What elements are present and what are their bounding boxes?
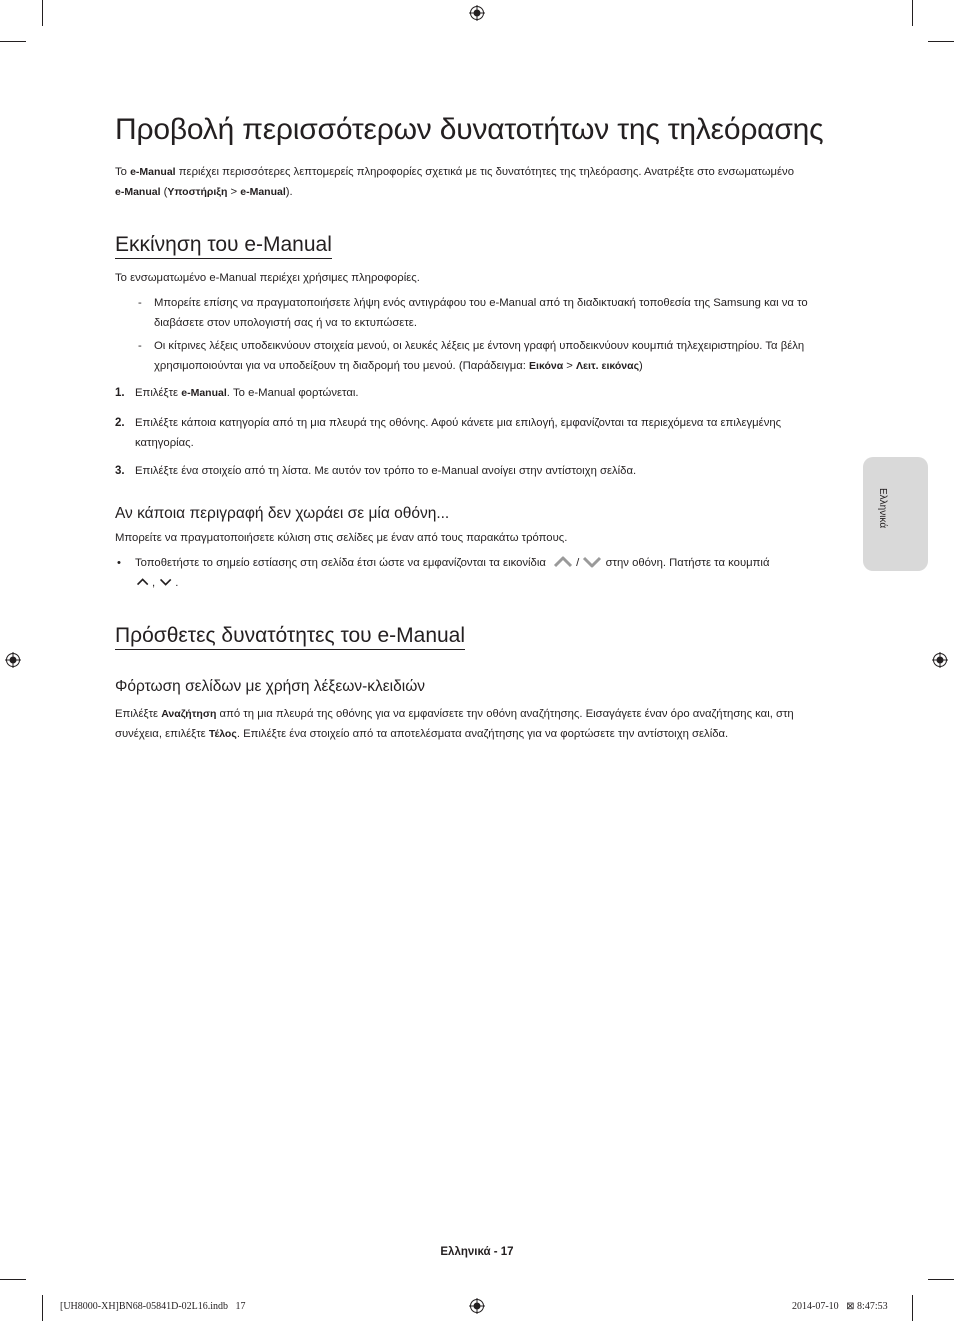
intro-text: Το bbox=[115, 166, 131, 178]
bullet-text-pre: Τοποθετήστε το σημείο εστίασης στη σελίδα έτσι ώστε να εμφανίζονται τα εικονίδια bbox=[135, 557, 546, 569]
print-file-info: [UH8000-XH]BN68-05841D-02L16.indb 17 bbox=[60, 1301, 246, 1312]
language-side-tab bbox=[863, 457, 928, 571]
step-text-pre: Επιλέξτε bbox=[135, 387, 182, 399]
print-datetime: 2014-07-10 ⊠ 8:47:53 bbox=[792, 1301, 888, 1312]
step-text bbox=[115, 384, 840, 404]
button-done: Τέλος bbox=[208, 727, 237, 740]
subheading-overflow: Αν κάποια περιγραφή δεν χωράει σε μία οθόνη... bbox=[115, 505, 450, 522]
registration-mark-icon bbox=[469, 5, 485, 21]
language-side-tab-label: Ελληνικά bbox=[877, 488, 888, 529]
crop-mark bbox=[42, 0, 43, 26]
chevron-down-icon bbox=[582, 555, 602, 569]
note-text bbox=[138, 337, 838, 376]
subsection-lead: Μπορείτε να πραγματοποιήσετε κύλιση στις σελίδες με έναν από τους παρακάτω τρόπους. bbox=[115, 532, 568, 544]
bullet-item bbox=[115, 554, 840, 593]
subheading-keywords: Φόρτωση σελίδων με χρήση λέξεων-κλειδιών bbox=[115, 678, 426, 695]
step-text-post: . Το e-Manual φορτώνεται. bbox=[226, 387, 359, 399]
emanual-term: e-Manual bbox=[181, 387, 227, 399]
section-heading-features: Πρόσθετες δυνατότητες του e-Manual bbox=[115, 624, 465, 650]
note-item bbox=[138, 294, 838, 333]
note-text-body: Οι κίτρινες λέξεις υποδεικνύουν στοιχεία μενού, οι λευκές λέξεις με έντονη γραφή υποδεικνύουν κουμπιά τηλεχειριστηρίου. Τα βέλη χρησιμοποιούνται για να υποδείξουν τη διαδρομή του μενού. (Παράδειγμα: bbox=[154, 340, 805, 372]
note-text-end: ) bbox=[639, 359, 643, 372]
intro-text: ). bbox=[285, 185, 293, 198]
crop-mark bbox=[912, 0, 913, 26]
dash-marker: - bbox=[138, 297, 142, 309]
path-separator: > bbox=[227, 185, 241, 198]
emanual-term: e-Manual bbox=[240, 185, 286, 198]
crop-mark bbox=[0, 41, 26, 42]
section-lead: Το ενσωματωμένο e-Manual περιέχει χρήσιμες πληροφορίες. bbox=[115, 272, 420, 284]
registration-mark-icon bbox=[5, 652, 21, 668]
menu-item-picture-mode: Λειτ. εικόνας bbox=[576, 359, 640, 372]
step-item bbox=[115, 384, 840, 404]
keyword-paragraph bbox=[115, 705, 840, 744]
menu-item-picture: Εικόνα bbox=[529, 359, 564, 372]
emanual-term: e-Manual bbox=[130, 166, 176, 178]
page-title: Προβολή περισσότερων δυνατοτήτων της τηλεόρασης bbox=[115, 113, 824, 146]
step-item bbox=[115, 414, 840, 453]
keyword-text: Επιλέξτε bbox=[115, 708, 162, 720]
emanual-term: e-Manual bbox=[115, 185, 161, 198]
intro-text: ( bbox=[160, 185, 168, 198]
bullet-end: . bbox=[175, 576, 179, 589]
page-number: Ελληνικά - 17 bbox=[440, 1246, 514, 1258]
crop-mark bbox=[912, 1295, 913, 1321]
crop-mark bbox=[42, 1295, 43, 1321]
step-item bbox=[115, 462, 840, 482]
up-button-icon bbox=[135, 575, 152, 589]
step-number: 1. bbox=[115, 387, 125, 399]
note-item bbox=[138, 337, 838, 376]
registration-mark-icon bbox=[932, 652, 948, 668]
keyword-text: . Επιλέξτε ένα στοιχείο από τα αποτελέσματα αναζήτησης για να φορτώσετε την αντίστοιχη σελίδα. bbox=[236, 727, 729, 740]
crop-mark bbox=[928, 1279, 954, 1280]
registration-mark-icon bbox=[469, 1298, 485, 1314]
bullet-text bbox=[115, 554, 840, 593]
intro-text: περιέχει περισσότερες λεπτομερείς πληροφορίες σχετικά με τις δυνατότητες της τηλεόρασης. Ανατρέξτε στο ενσωματωμένο bbox=[175, 166, 794, 178]
keyword-text: από τη μια πλευρά της οθόνης για να εμφανίσετε την οθόνη αναζήτησης. Εισαγάγετε έναν όρο αναζήτησης και, στη συνέχεια, επιλέξτε bbox=[115, 708, 794, 740]
bullet-text-post: στην οθόνη. Πατήστε τα κουμπιά bbox=[605, 557, 770, 569]
dash-marker: - bbox=[138, 340, 142, 352]
step-text: Επιλέξτε κάποια κατηγορία από τη μια πλευρά της οθόνης. Αφού κάνετε μια επιλογή, εμφανίζονται τα περιεχόμενα τα επιλεγμένης κατηγορίας. bbox=[135, 417, 782, 449]
menu-item-search: Αναζήτηση bbox=[161, 708, 217, 720]
section-heading-launch: Εκκίνηση του e-Manual bbox=[115, 233, 332, 259]
step-number: 2. bbox=[115, 417, 125, 429]
bullet-marker: • bbox=[117, 557, 121, 569]
down-button-icon bbox=[158, 575, 175, 589]
step-number: 3. bbox=[115, 465, 125, 477]
path-separator: > bbox=[563, 359, 577, 372]
icon-separator: / bbox=[576, 557, 580, 569]
crop-mark bbox=[0, 1279, 26, 1280]
button-separator: , bbox=[152, 576, 156, 589]
crop-mark bbox=[928, 41, 954, 42]
step-text: Επιλέξτε ένα στοιχείο από τη λίστα. Με αυτόν τον τρόπο το e-Manual ανοίγει στην αντίστοιχη σελίδα. bbox=[135, 465, 637, 477]
intro-paragraph bbox=[115, 163, 845, 202]
note-text: Μπορείτε επίσης να πραγματοποιήσετε λήψη ενός αντιγράφου του e-Manual από τη διαδικτυακή τοποθεσία της Samsung και να το διαβάσετε στον υπολογιστή σας ή να το εκτυπώσετε. bbox=[154, 297, 808, 329]
menu-item-support: Υποστήριξη bbox=[167, 185, 228, 198]
chevron-up-icon bbox=[553, 555, 573, 569]
